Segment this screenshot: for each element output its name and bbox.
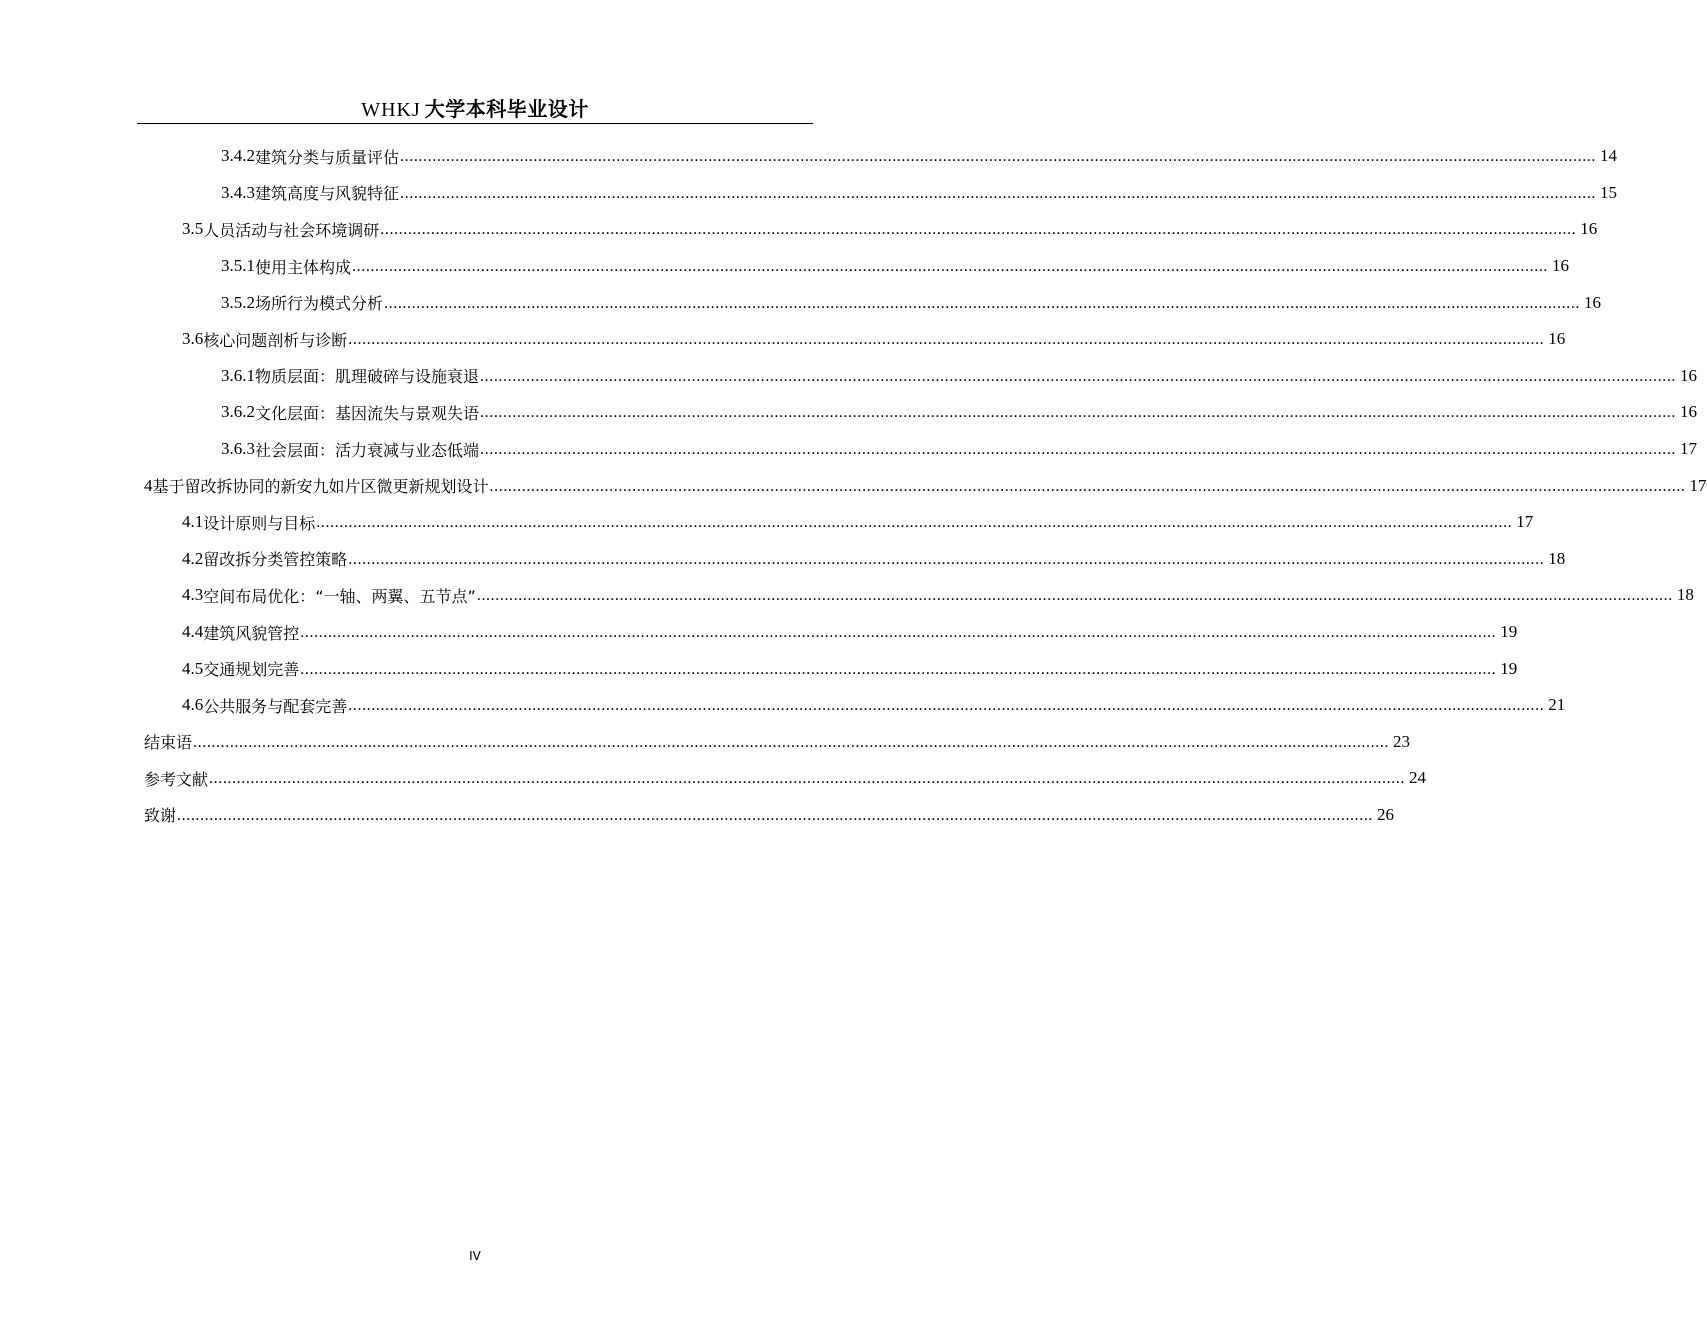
table-of-contents bbox=[144, 138, 1707, 833]
toc-leader-dots: .................................................................................................................................................................................................................................................................... bbox=[348, 331, 1545, 349]
toc-entry-page: 16 bbox=[1680, 402, 1698, 422]
toc-entry[interactable] bbox=[144, 504, 1534, 541]
toc-entry-page: 17 bbox=[1516, 512, 1534, 532]
toc-leader-dots: .................................................................................................................................................................................................................................................................... bbox=[300, 624, 1497, 642]
toc-entry[interactable] bbox=[144, 138, 1618, 175]
toc-entry-page: 17 bbox=[1689, 475, 1707, 495]
toc-entry-number: 3.6.2 bbox=[221, 402, 255, 422]
toc-leader-dots: .................................................................................................................................................................................................................................................................... bbox=[480, 367, 1677, 385]
toc-entry-page: 16 bbox=[1680, 365, 1698, 385]
toc-leader-dots: .................................................................................................................................................................................................................................................................... bbox=[348, 550, 1545, 568]
toc-entry-title: 致谢 bbox=[144, 806, 177, 826]
toc-entry-page: 16 bbox=[1580, 219, 1598, 239]
toc-entry-title: 核心问题剖析与诊断 bbox=[203, 330, 348, 350]
toc-entry-title: 基于留改拆协同的新安九如片区微更新规划设计 bbox=[152, 477, 489, 497]
toc-entry[interactable] bbox=[144, 467, 1707, 504]
toc-entry-page: 16 bbox=[1548, 329, 1566, 349]
toc-entry-number: 3.6 bbox=[182, 329, 204, 349]
toc-entry-page: 15 bbox=[1600, 182, 1618, 202]
toc-entry-title: 场所行为模式分析 bbox=[255, 294, 384, 314]
toc-entry[interactable] bbox=[144, 797, 1395, 834]
toc-entry[interactable] bbox=[144, 211, 1598, 248]
toc-entry-title: 文化层面：基因流失与景观失语 bbox=[255, 403, 480, 423]
toc-entry-title: 人员活动与社会环境调研 bbox=[203, 220, 380, 240]
toc-entry-page: 17 bbox=[1680, 439, 1698, 459]
toc-entry[interactable] bbox=[144, 358, 1698, 395]
toc-entry[interactable] bbox=[144, 431, 1698, 468]
toc-entry[interactable] bbox=[144, 248, 1570, 285]
toc-entry[interactable] bbox=[144, 284, 1602, 321]
page-header bbox=[137, 96, 813, 123]
toc-entry-title: 参考文献 bbox=[144, 769, 209, 789]
toc-leader-dots: .................................................................................................................................................................................................................................................................... bbox=[480, 441, 1677, 459]
toc-entry-title: 结束语 bbox=[144, 733, 193, 753]
toc-entry-title: 设计原则与目标 bbox=[203, 513, 316, 533]
toc-entry-number: 3.5.2 bbox=[221, 292, 255, 312]
toc-entry-number: 3.6.1 bbox=[221, 365, 255, 385]
toc-entry[interactable] bbox=[144, 321, 1566, 358]
toc-entry-number: 4.4 bbox=[182, 622, 204, 642]
toc-entry-number: 4 bbox=[144, 475, 153, 495]
toc-leader-dots: .................................................................................................................................................................................................................................................................... bbox=[476, 587, 1673, 605]
toc-entry-page: 14 bbox=[1600, 146, 1618, 166]
toc-entry-number: 4.6 bbox=[182, 695, 204, 715]
toc-entry-number: 3.4.2 bbox=[221, 146, 255, 166]
toc-leader-dots: .................................................................................................................................................................................................................................................................... bbox=[400, 184, 1597, 202]
toc-entry[interactable] bbox=[144, 760, 1427, 797]
toc-leader-dots: .................................................................................................................................................................................................................................................................... bbox=[316, 514, 1513, 532]
toc-entry-page: 24 bbox=[1409, 768, 1427, 788]
toc-entry-page: 21 bbox=[1548, 695, 1566, 715]
toc-entry-title: 建筑分类与质量评估 bbox=[255, 147, 400, 167]
toc-leader-dots: .................................................................................................................................................................................................................................................................... bbox=[400, 148, 1597, 166]
toc-leader-dots: .................................................................................................................................................................................................................................................................... bbox=[480, 404, 1677, 422]
toc-entry-page: 19 bbox=[1500, 658, 1518, 678]
toc-entry-number: 4.2 bbox=[182, 548, 204, 568]
toc-entry-title: 建筑高度与风貌特征 bbox=[255, 184, 400, 204]
toc-leader-dots: .................................................................................................................................................................................................................................................................... bbox=[384, 294, 1581, 312]
toc-entry-number: 4.5 bbox=[182, 658, 204, 678]
toc-entry-page: 16 bbox=[1552, 256, 1570, 276]
toc-entry-page: 18 bbox=[1676, 585, 1694, 605]
toc-leader-dots: .................................................................................................................................................................................................................................................................... bbox=[489, 477, 1686, 495]
toc-entry-title: 使用主体构成 bbox=[255, 257, 352, 277]
toc-entry-title: 留改拆分类管控策略 bbox=[203, 550, 348, 570]
header-title: 大学本科毕业设计 bbox=[424, 97, 589, 121]
toc-entry-number: 3.5.1 bbox=[221, 256, 255, 276]
toc-entry-page: 23 bbox=[1393, 731, 1411, 751]
toc-entry-number: 4.3 bbox=[182, 585, 204, 605]
toc-entry[interactable] bbox=[144, 175, 1618, 212]
header-institution-code: WHKJ bbox=[361, 99, 421, 121]
header-rule bbox=[137, 123, 813, 124]
toc-leader-dots: .................................................................................................................................................................................................................................................................... bbox=[209, 770, 1406, 788]
toc-entry[interactable] bbox=[144, 394, 1698, 431]
page-number: IV bbox=[469, 1249, 481, 1263]
toc-entry-number: 4.1 bbox=[182, 512, 204, 532]
toc-entry[interactable] bbox=[144, 650, 1518, 687]
toc-entry-title: 公共服务与配套完善 bbox=[203, 696, 348, 716]
toc-entry-title: 建筑风貌管控 bbox=[203, 623, 300, 643]
toc-entry-title: 社会层面：活力衰减与业态低端 bbox=[255, 440, 480, 460]
toc-entry-page: 16 bbox=[1584, 292, 1602, 312]
toc-entry-title: 物质层面：肌理破碎与设施衰退 bbox=[255, 367, 480, 387]
toc-entry[interactable] bbox=[144, 577, 1694, 614]
toc-leader-dots: .................................................................................................................................................................................................................................................................... bbox=[193, 733, 1390, 751]
toc-leader-dots: .................................................................................................................................................................................................................................................................... bbox=[348, 697, 1545, 715]
toc-leader-dots: .................................................................................................................................................................................................................................................................... bbox=[380, 221, 1577, 239]
toc-entry[interactable] bbox=[144, 541, 1566, 578]
toc-entry-page: 19 bbox=[1500, 622, 1518, 642]
toc-leader-dots: .................................................................................................................................................................................................................................................................... bbox=[300, 660, 1497, 678]
toc-entry[interactable] bbox=[144, 687, 1566, 724]
toc-leader-dots: .................................................................................................................................................................................................................................................................... bbox=[177, 806, 1374, 824]
toc-entry-number: 3.4.3 bbox=[221, 182, 255, 202]
toc-entry[interactable] bbox=[144, 614, 1518, 651]
toc-entry[interactable] bbox=[144, 724, 1411, 761]
toc-entry-page: 18 bbox=[1548, 548, 1566, 568]
toc-entry-page: 26 bbox=[1377, 804, 1395, 824]
toc-entry-number: 3.5 bbox=[182, 219, 204, 239]
toc-entry-number: 3.6.3 bbox=[221, 439, 255, 459]
toc-leader-dots: .................................................................................................................................................................................................................................................................... bbox=[352, 258, 1549, 276]
toc-entry-title: 交通规划完善 bbox=[203, 660, 300, 680]
toc-entry-title: 空间布局优化：“一轴、两翼、五节点” bbox=[203, 586, 476, 606]
